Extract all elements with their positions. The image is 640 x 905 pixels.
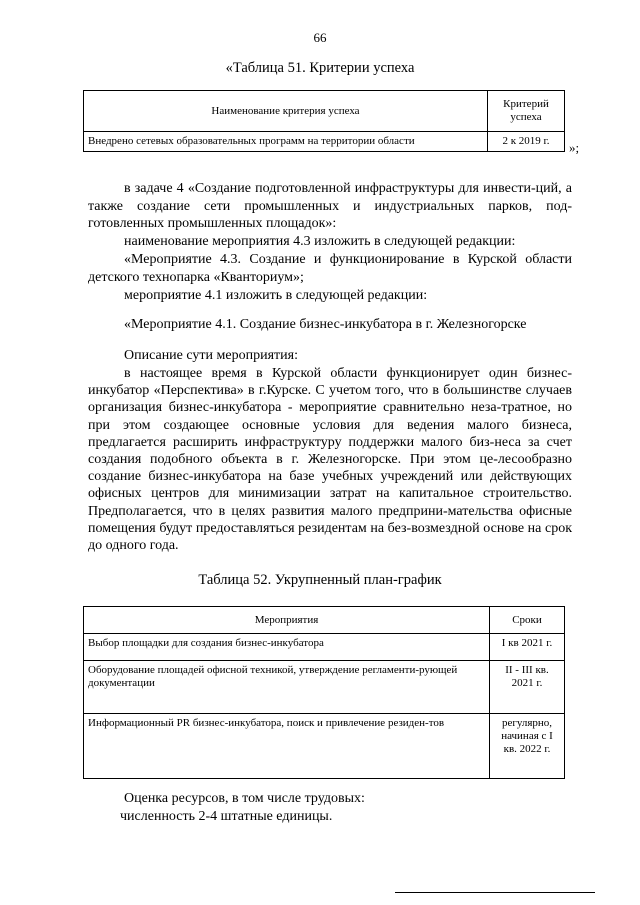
page-number: 66	[313, 30, 327, 45]
table-cell: регулярно, начиная с I кв. 2022 г.	[490, 714, 565, 779]
table-52-title: Таблица 52. Укрупненный план-график	[198, 572, 442, 588]
task-paragraph: в задаче 4 «Создание подготовленной инфраструктуры для инвести-ций, а также создание сети промышленных и индустриальных парков, под-готовленных промышленных площадок»:	[88, 181, 572, 231]
table-header-deadlines: Сроки	[490, 607, 565, 634]
resources-label: Оценка ресурсов, в том числе трудовых:	[124, 791, 365, 806]
table-row	[84, 634, 565, 661]
description-paragraph: в настоящее время в Курской области функционирует один бизнес-инкубатор «Перспектива» в г.Курске. С учетом того, что в большинстве случаев организация бизнес-инкубатора - мероприятие сравнительно неза-тратное, но при этом создающее основные условия для ведения малого бизнеса, предлагается расширить инфраструктуру поддержки малого биз-неса за счет создания подобного объекта в г. Железногорске. При этом це-лесообразно создание бизнес-инкубатора на базе учебных учреждений или действующих офисных центров для минимизации затрат на капитальное строительство. Предполагается, что в целях развития малого предприни-мательства офисные помещения будут предоставляться резидентам на без-возмездной основе на срок до одного года.	[88, 366, 572, 554]
table-51	[83, 90, 565, 152]
event-4-1-intro: мероприятие 4.1 изложить в следующей редакции:	[124, 288, 428, 303]
table-header-criterion-name: Наименование критерия успеха	[84, 91, 488, 132]
table-cell: Оборудование площадей офисной техникой, утверждение регламенти-рующей документации	[84, 661, 490, 714]
description-label: Описание сути мероприятия:	[124, 348, 298, 363]
table-51-title: «Таблица 51. Критерии успеха	[225, 60, 415, 76]
event-4-1-title: «Мероприятие 4.1. Создание бизнес-инкубатора в г. Железногорске	[124, 317, 527, 332]
table-row	[84, 607, 565, 634]
bottom-rule	[395, 892, 595, 893]
table-cell: Внедрено сетевых образовательных программ на территории области	[84, 132, 488, 152]
table-cell: II - III кв. 2021 г.	[490, 661, 565, 714]
table-cell: 2 к 2019 г.	[488, 132, 565, 152]
table-row	[84, 91, 565, 132]
table-cell: Информационный PR бизнес-инкубатора, поиск и привлечение резиден-тов	[84, 714, 490, 779]
resources-staff: численность 2-4 штатные единицы.	[120, 809, 333, 824]
table-row	[84, 132, 565, 152]
table-row	[84, 661, 565, 714]
event-4-3-text: «Мероприятие 4.3. Создание и функционирование в Курской области детского технопарка «Кванториум»;	[88, 252, 572, 285]
table-cell: Выбор площадки для создания бизнес-инкубатора	[84, 634, 490, 661]
table-cell: I кв 2021 г.	[490, 634, 565, 661]
table-row	[84, 714, 565, 779]
table-header-criterion: Критерий успеха	[488, 91, 565, 132]
table-52	[83, 606, 565, 779]
event-4-3-intro: наименование мероприятия 4.3 изложить в следующей редакции:	[124, 234, 516, 249]
closing-quote: »;	[569, 140, 580, 155]
table-header-events: Мероприятия	[84, 607, 490, 634]
